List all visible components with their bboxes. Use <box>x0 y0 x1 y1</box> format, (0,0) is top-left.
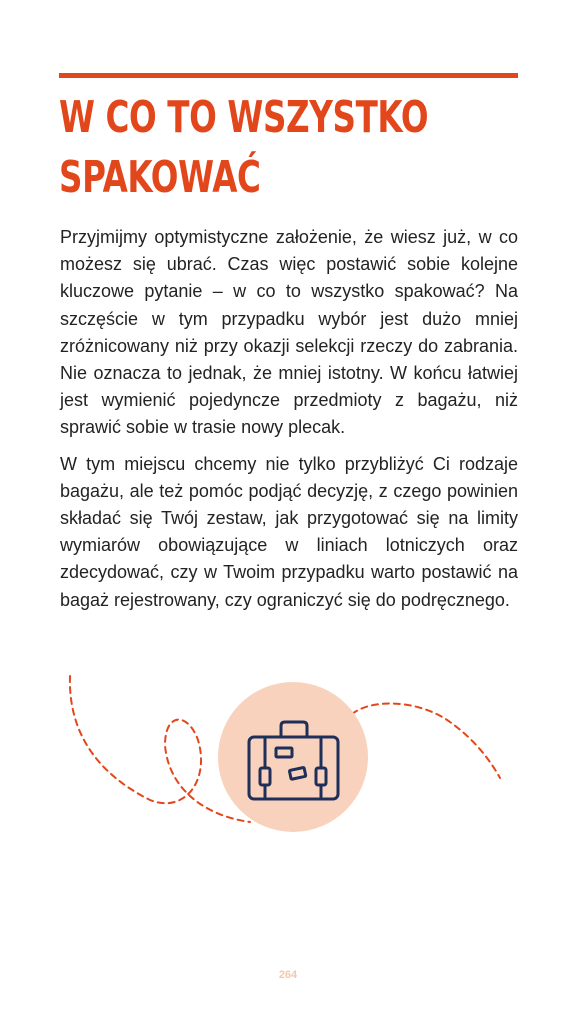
page-title <box>59 88 429 208</box>
page-title-line-2: SPAKOWAĆ <box>59 152 261 203</box>
heading-rule <box>59 73 518 78</box>
page-number: 264 <box>278 969 298 981</box>
travel-illustration <box>0 660 576 840</box>
page-title-line-1: W CO TO WSZYSTKO <box>59 92 429 143</box>
paragraph-2: W tym miejscu chcemy nie tylko przybliżyć Ci rodzaje bagażu, ale też pomóc podjąć decyzję, z czego powinien składać się Twój zestaw, jak przygotować się na limity wymiarów obowiązujące w liniach lotniczych oraz zdecydować, czy w Twoim przypadku warto postawić na bagaż rejestrowany, czy ograniczyć się do podręcznego. <box>60 453 518 610</box>
paragraph-1: Przyjmijmy optymistyczne założenie, że wiesz już, w co możesz się ubrać. Czas więc postawić sobie kolejne kluczowe pytanie – w co to wszystko spakować? Na szczęście w tym przypadku wybór jest dużo mniej zróżnicowany niż przy okazji selekcji rzeczy do zabrania. Nie oznacza to jednak, że mniej istotny. W końcu łatwiej jest wymienić pojedyncze przedmioty z bagażu, niż sprawić sobie w trasie nowy plecak. <box>60 227 518 438</box>
body-text <box>60 224 518 623</box>
dashed-travel-path-right <box>352 704 500 778</box>
